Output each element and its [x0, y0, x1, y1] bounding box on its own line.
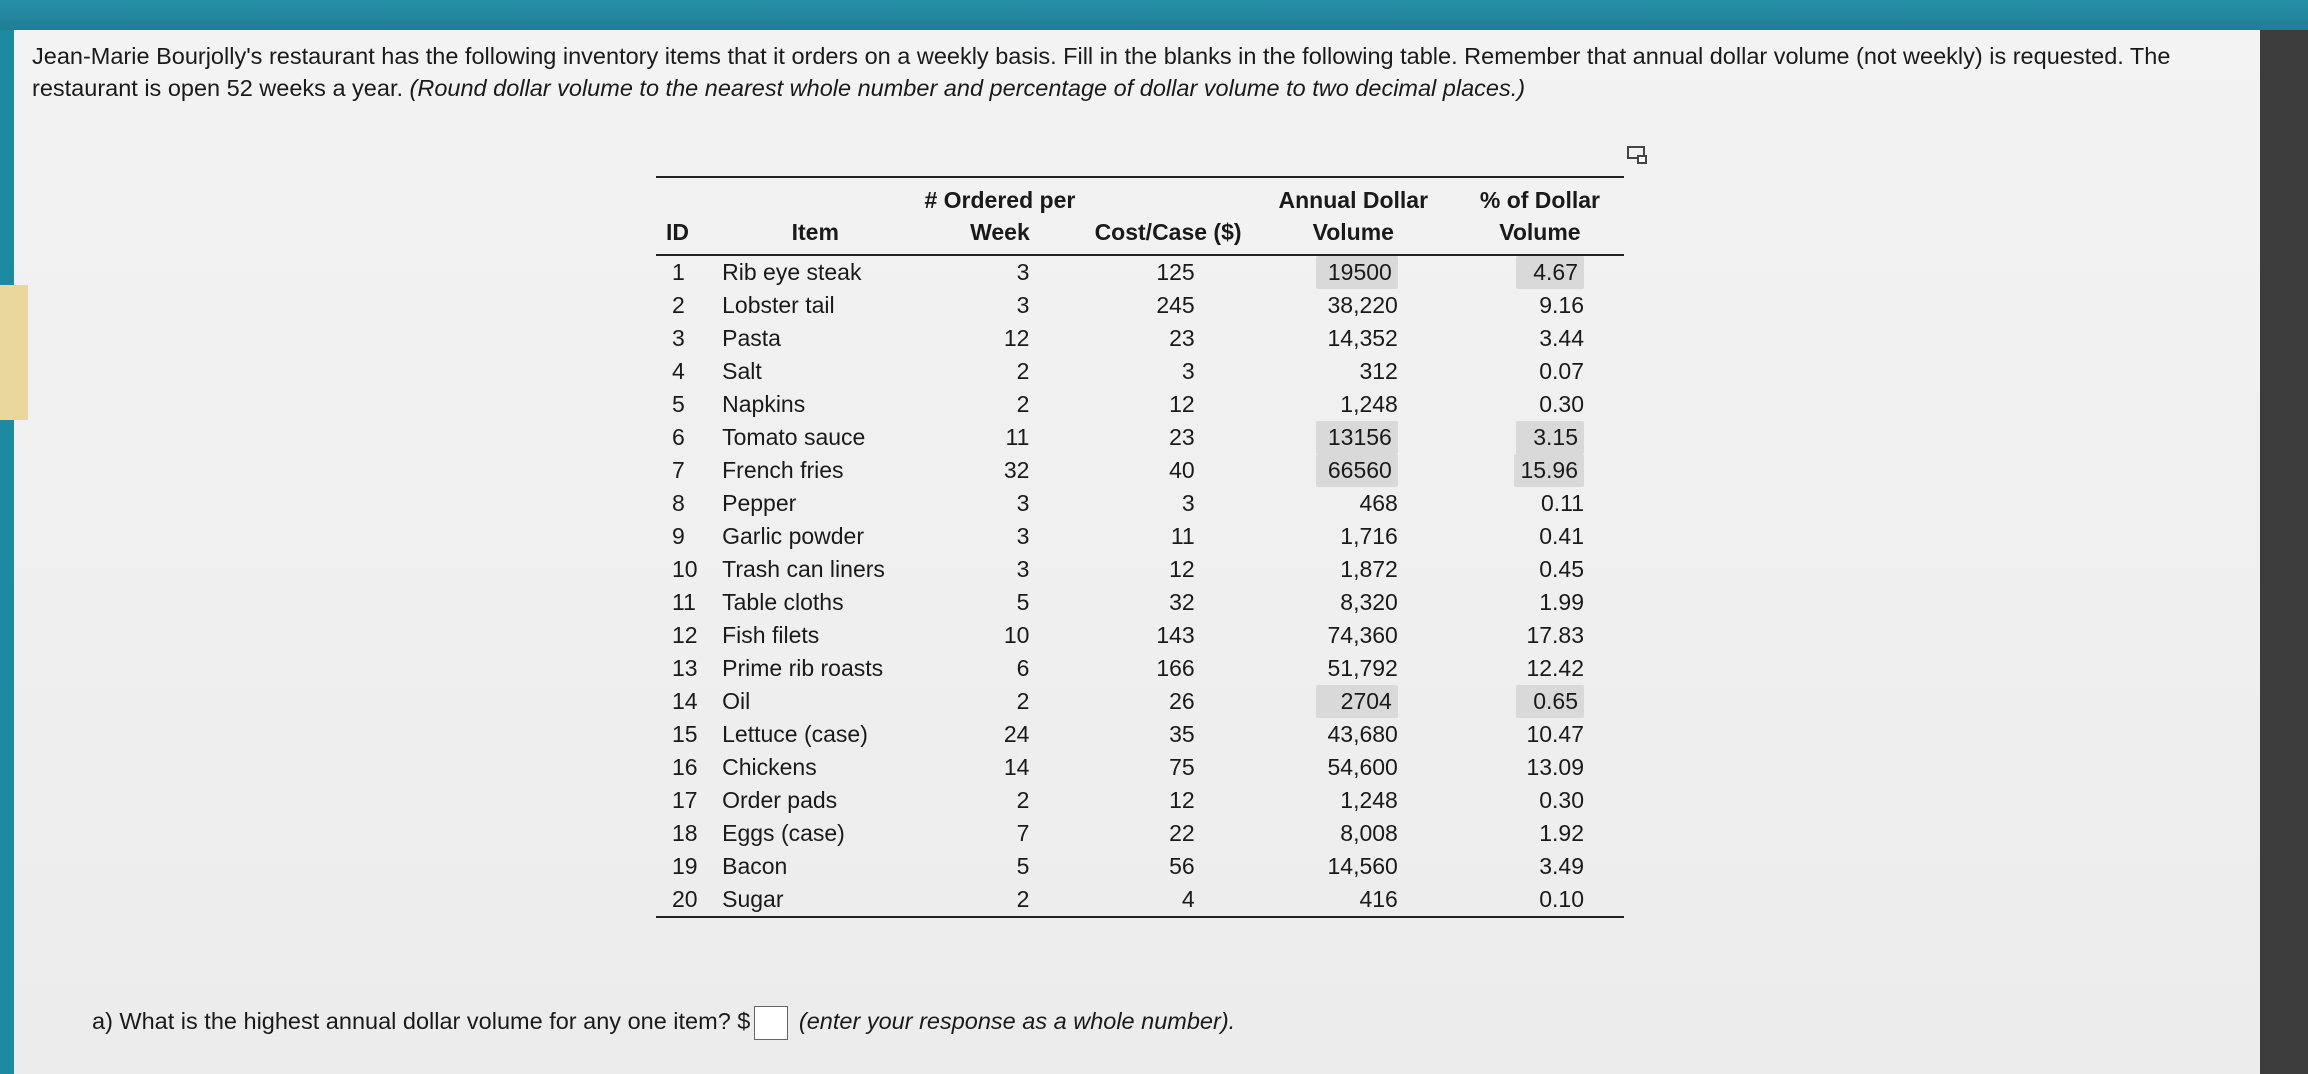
row-ordered: 7	[1016, 820, 1030, 846]
row-cost: 26	[1169, 688, 1195, 714]
row-cost: 35	[1169, 721, 1195, 747]
row-item: Sugar	[716, 883, 914, 917]
row-item: Trash can liners	[722, 556, 885, 582]
row-id: 1	[672, 259, 685, 285]
rounding-note: (Round dollar volume to the nearest whole number and percentage of dollar volume to two decimal places.)	[409, 75, 1526, 101]
row-ordered: 3	[1016, 556, 1030, 582]
expand-table-icon[interactable]	[1626, 144, 1650, 166]
row-cost: 56	[1169, 853, 1195, 879]
table-row	[656, 652, 1624, 685]
row-cost: 166	[1156, 655, 1195, 681]
annual-volume-input[interactable]: 66560	[1316, 454, 1398, 487]
row-cost: 23	[1169, 424, 1195, 450]
row-item: Rib eye steak	[722, 259, 862, 285]
table-row	[656, 751, 1624, 784]
row-annual: 54,600	[1327, 754, 1398, 780]
row-pct: 1.92	[1539, 820, 1584, 846]
question-a-suffix: (enter your response as a whole number).	[798, 1008, 1236, 1034]
row-id: 13	[672, 655, 698, 681]
table-row	[656, 520, 1624, 553]
screen-edge	[2260, 30, 2308, 1074]
row-id: 9	[672, 523, 685, 549]
row-ordered: 2	[1016, 391, 1030, 417]
table-row	[656, 586, 1624, 619]
row-cost: 12	[1169, 787, 1195, 813]
row-ordered: 3	[1016, 259, 1030, 285]
top-bar	[0, 0, 2308, 30]
row-cost: 12	[1169, 391, 1195, 417]
row-id: 12	[672, 622, 698, 648]
table-row	[656, 817, 1624, 850]
row-id: 5	[672, 391, 685, 417]
table-header	[656, 177, 1624, 255]
row-ordered: 5	[1016, 589, 1030, 615]
row-annual: 8,320	[1340, 589, 1398, 615]
row-id: 4	[672, 358, 685, 384]
annual-volume-input[interactable]: 2704	[1316, 685, 1398, 718]
header-item: Item	[716, 177, 914, 255]
row-id: 14	[672, 688, 698, 714]
row-annual	[1251, 454, 1456, 487]
row-pct: 0.30	[1539, 787, 1584, 813]
row-pct: 3.49	[1539, 853, 1584, 879]
row-cost: 12	[1169, 556, 1195, 582]
table-row	[656, 255, 1624, 289]
row-pct: 0.07	[1539, 358, 1584, 384]
row-item: Pepper	[722, 490, 797, 516]
row-item: Pasta	[722, 325, 781, 351]
question-a	[92, 1004, 1235, 1040]
row-ordered: 2	[914, 883, 1085, 917]
row-annual: 1,248	[1340, 391, 1398, 417]
table-row	[656, 487, 1624, 520]
row-item: Prime rib roasts	[722, 655, 884, 681]
row-ordered: 3	[1016, 490, 1030, 516]
row-id: 17	[672, 787, 698, 813]
row-item: Lobster tail	[722, 292, 835, 318]
row-cost: 3	[1181, 358, 1195, 384]
row-id: 3	[672, 325, 685, 351]
row-item: Order pads	[722, 787, 838, 813]
row-cost: 23	[1169, 325, 1195, 351]
row-item: Lettuce (case)	[722, 721, 868, 747]
row-cost: 4	[1085, 883, 1250, 917]
row-item: Eggs (case)	[722, 820, 845, 846]
row-pct: 1.99	[1539, 589, 1584, 615]
header-cost: Cost/Case ($)	[1085, 177, 1250, 255]
header-pct: % of Dollar Volume	[1456, 177, 1624, 255]
header-id: ID	[656, 177, 716, 255]
row-pct: 0.11	[1540, 490, 1584, 516]
row-id: 7	[672, 457, 685, 483]
table-row	[656, 718, 1624, 751]
row-pct: 17.83	[1526, 622, 1584, 648]
pct-volume-input[interactable]: 4.67	[1516, 256, 1584, 289]
row-item: Salt	[722, 358, 762, 384]
table-row	[656, 553, 1624, 586]
row-ordered: 2	[1016, 358, 1030, 384]
annual-volume-input[interactable]: 19500	[1316, 256, 1398, 289]
row-cost: 32	[1169, 589, 1195, 615]
row-ordered: 3	[1016, 292, 1030, 318]
row-id: 2	[672, 292, 685, 318]
row-ordered: 10	[1003, 622, 1030, 648]
row-id: 11	[672, 589, 696, 615]
row-ordered: 12	[1003, 325, 1030, 351]
row-annual	[1251, 421, 1456, 454]
question-a-prefix: a) What is the highest annual dollar volume for any one item? $	[92, 1008, 751, 1034]
table-row	[656, 289, 1624, 322]
row-pct: 13.09	[1526, 754, 1584, 780]
row-item: Garlic powder	[722, 523, 865, 549]
row-item: Chickens	[722, 754, 817, 780]
answer-input[interactable]	[754, 1006, 788, 1040]
intro-text: Jean-Marie Bourjolly's restaurant has the following inventory items that it orders on a weekly basis. Fill in the blanks in the following table. Remember that annual dollar volume (not weekly) is requested. The restaurant is open 52 weeks a year.	[32, 43, 2171, 101]
row-annual: 51,792	[1327, 655, 1398, 681]
row-ordered: 11	[1005, 424, 1030, 450]
row-annual: 14,560	[1327, 853, 1398, 879]
row-annual: 1,248	[1340, 787, 1398, 813]
side-tab	[0, 285, 28, 420]
pct-volume-input[interactable]: 15.96	[1514, 454, 1584, 487]
row-ordered: 24	[1003, 721, 1030, 747]
row-item: Tomato sauce	[722, 424, 866, 450]
row-pct	[1456, 255, 1624, 289]
row-pct: 9.16	[1539, 292, 1584, 318]
row-annual: 468	[1359, 490, 1398, 516]
row-pct	[1456, 685, 1624, 718]
row-ordered: 32	[1003, 457, 1030, 483]
table-row	[656, 421, 1624, 454]
row-cost: 22	[1169, 820, 1195, 846]
table-row	[656, 388, 1624, 421]
row-annual: 416	[1251, 883, 1456, 917]
row-pct	[1456, 454, 1624, 487]
row-annual: 1,716	[1340, 523, 1398, 549]
table-row	[656, 454, 1624, 487]
table-body	[656, 255, 1624, 917]
row-item: Fish filets	[722, 622, 820, 648]
row-ordered: 14	[1003, 754, 1030, 780]
row-ordered: 6	[1016, 655, 1030, 681]
row-ordered: 5	[1016, 853, 1030, 879]
row-ordered: 2	[1016, 688, 1030, 714]
row-annual: 312	[1359, 358, 1398, 384]
row-item: Bacon	[722, 853, 788, 879]
row-item: Napkins	[722, 391, 806, 417]
row-id: 16	[672, 754, 698, 780]
pct-volume-input[interactable]: 0.65	[1516, 685, 1584, 718]
row-id: 19	[672, 853, 698, 879]
annual-volume-input[interactable]: 13156	[1316, 421, 1398, 454]
row-cost: 11	[1170, 523, 1195, 549]
row-item: French fries	[722, 457, 844, 483]
row-id: 15	[672, 721, 698, 747]
row-annual: 14,352	[1327, 325, 1398, 351]
row-pct: 10.47	[1526, 721, 1584, 747]
table-row	[656, 883, 1624, 917]
question-intro	[32, 40, 2202, 104]
row-cost: 143	[1156, 622, 1195, 648]
table-row	[656, 850, 1624, 883]
table-row	[656, 355, 1624, 388]
row-ordered: 2	[1016, 787, 1030, 813]
row-pct	[1456, 421, 1624, 454]
row-item: Oil	[722, 688, 751, 714]
table-row	[656, 685, 1624, 718]
row-pct: 0.30	[1539, 391, 1584, 417]
table-row	[656, 322, 1624, 355]
row-pct: 12.42	[1526, 655, 1584, 681]
row-annual: 43,680	[1327, 721, 1398, 747]
row-annual	[1251, 685, 1456, 718]
row-pct: 0.10	[1456, 883, 1624, 917]
header-annual: Annual Dollar Volume	[1251, 177, 1456, 255]
row-pct: 3.44	[1539, 325, 1584, 351]
row-annual: 74,360	[1327, 622, 1398, 648]
row-cost: 245	[1156, 292, 1195, 318]
row-pct: 0.45	[1539, 556, 1584, 582]
pct-volume-input[interactable]: 3.15	[1516, 421, 1584, 454]
table-row	[656, 784, 1624, 817]
row-id: 10	[672, 556, 698, 582]
row-annual: 38,220	[1327, 292, 1398, 318]
row-id: 20	[656, 883, 716, 917]
row-cost: 75	[1169, 754, 1195, 780]
row-pct: 0.41	[1539, 523, 1584, 549]
row-cost: 125	[1156, 259, 1195, 285]
row-annual: 1,872	[1340, 556, 1398, 582]
row-id: 8	[672, 490, 685, 516]
row-cost: 3	[1181, 490, 1195, 516]
row-id: 6	[672, 424, 685, 450]
inventory-table	[656, 176, 1624, 918]
row-id: 18	[672, 820, 698, 846]
row-item: Table cloths	[722, 589, 844, 615]
row-ordered: 3	[1016, 523, 1030, 549]
row-annual	[1251, 255, 1456, 289]
table-row	[656, 619, 1624, 652]
row-cost: 40	[1169, 457, 1195, 483]
header-ordered: # Ordered per Week	[914, 177, 1085, 255]
row-annual: 8,008	[1340, 820, 1398, 846]
